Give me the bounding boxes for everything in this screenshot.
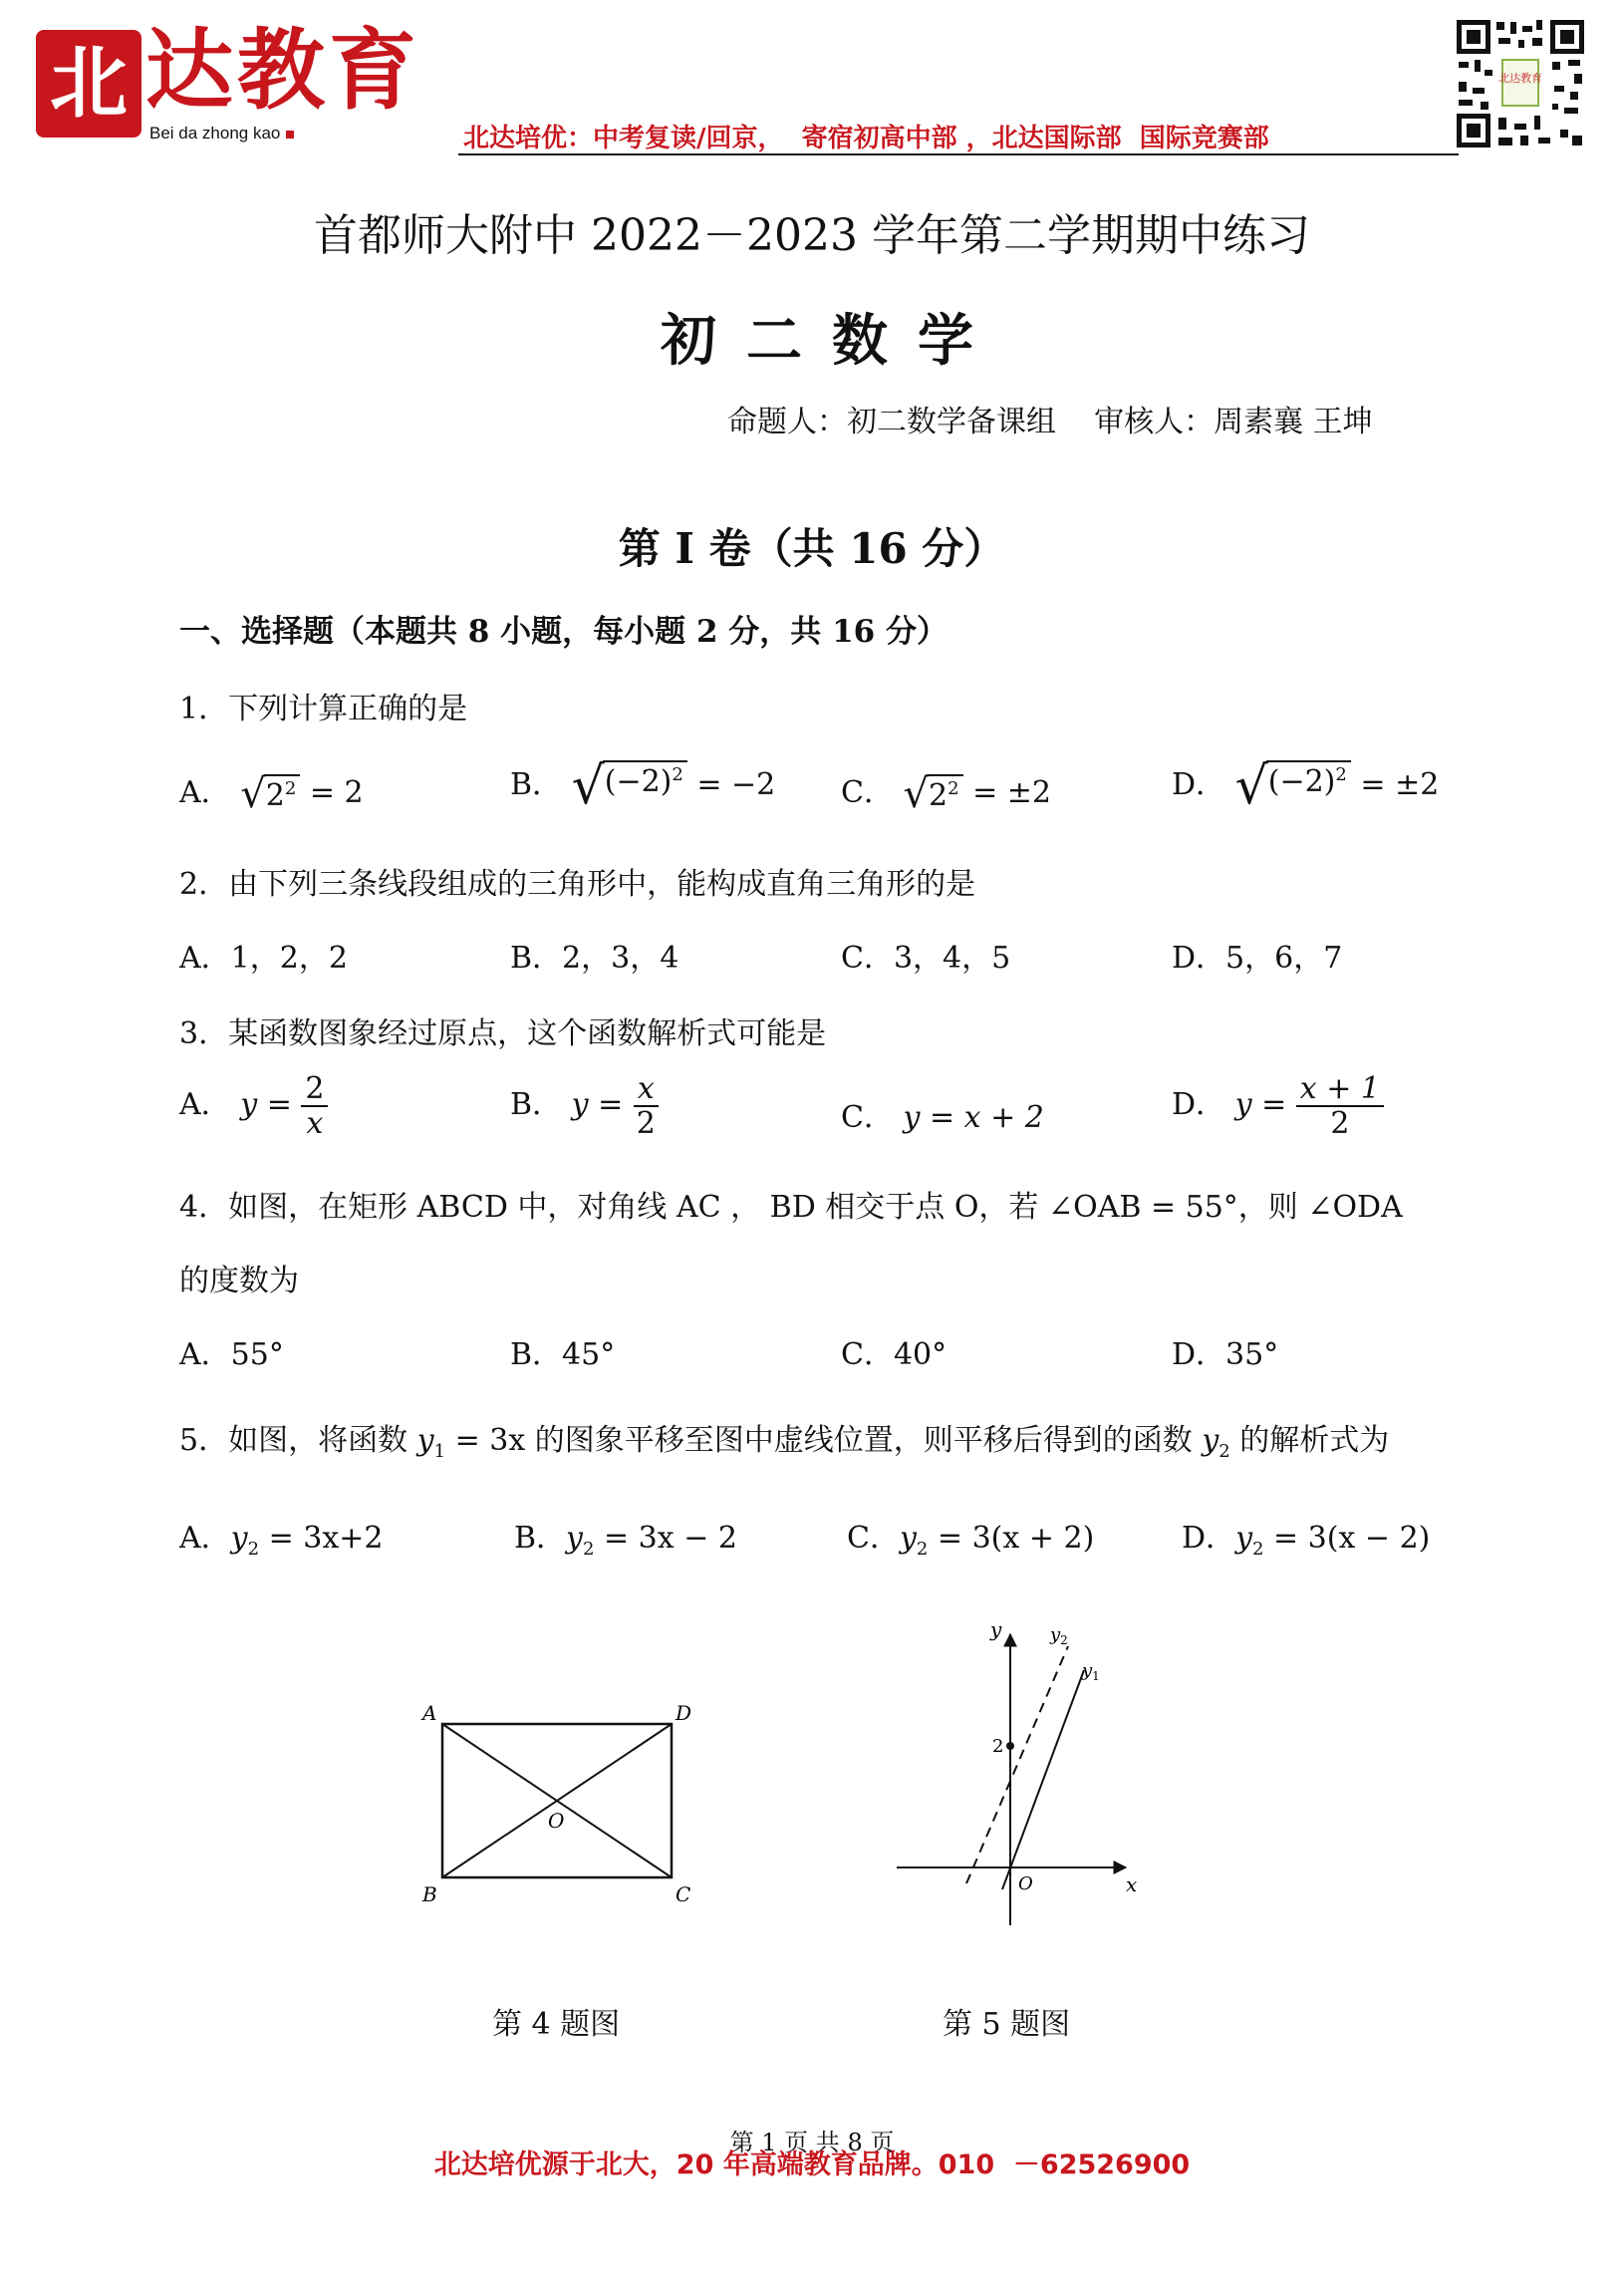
rhs: = 2 <box>309 775 364 810</box>
sqrt-expr: √ $2^2$ <box>240 774 300 814</box>
option-label: B． <box>514 1521 567 1556</box>
var-y: y <box>1235 1521 1253 1556</box>
rhs: = ±2 <box>972 775 1052 810</box>
subscript: 1 <box>433 1441 446 1462</box>
fraction <box>1296 1072 1384 1140</box>
option-label: D． <box>1172 767 1226 802</box>
point-0-2 <box>1006 1742 1014 1750</box>
subscript: 2 <box>916 1539 929 1560</box>
label-y1-sub: 1 <box>1092 1669 1100 1683</box>
label-y1-var: y <box>1082 1660 1093 1681</box>
label-y2-var: y <box>1050 1624 1061 1645</box>
rhs: = 3(x − 2) <box>1263 1521 1431 1556</box>
q5-option-a <box>179 1513 384 1560</box>
rhs: = ±2 <box>1360 767 1440 802</box>
qr-code-icon <box>1453 16 1588 151</box>
denominator: x <box>306 1106 324 1141</box>
option-label: D． <box>1182 1521 1236 1556</box>
radicand: 2 <box>929 778 948 813</box>
sqrt-expr: √ $(-2)^2$ <box>572 760 687 812</box>
q4-option-b: B．45° <box>510 1337 616 1372</box>
stem-text: 的解析式为 <box>1229 1423 1390 1458</box>
rhs: = 3x − 2 <box>594 1521 737 1556</box>
exponent: 2 <box>1335 764 1347 785</box>
option-label: A． <box>179 775 231 810</box>
q1-option-b <box>510 756 776 816</box>
var-y: y <box>1202 1423 1219 1458</box>
q1-stem: 1．下列计算正确的是 <box>179 692 468 726</box>
stem-text: 5．如图，将函数 <box>179 1423 417 1458</box>
subject-title: 初二数学 <box>661 308 1003 374</box>
rhs: = 3x+2 <box>259 1521 384 1556</box>
logo-badge <box>36 30 141 138</box>
radicand: (−2) <box>604 764 673 799</box>
label-y2-sub: 2 <box>1060 1633 1068 1647</box>
qr-label: 北达教育 <box>1498 72 1542 85</box>
q2-option-a: A．1，2，2 <box>179 941 348 976</box>
fraction <box>633 1072 660 1140</box>
q5-option-c <box>847 1513 1094 1560</box>
q2-option-c: C．3，4，5 <box>841 941 1011 976</box>
rhs: = −2 <box>696 767 776 802</box>
subscript: 2 <box>1252 1539 1264 1560</box>
header-rule <box>458 153 1459 155</box>
label-x-axis: x <box>1126 1872 1138 1896</box>
label-origin: O <box>1018 1873 1033 1894</box>
label-y-axis: y <box>990 1617 1002 1641</box>
logo-pinyin-text: Bei da zhong kao <box>149 124 281 143</box>
q4-option-d: D．35° <box>1172 1337 1279 1372</box>
figure-5-graph <box>877 1614 1176 1933</box>
logo-char: 北 <box>49 39 128 129</box>
q2-option-b: B．2，3，4 <box>510 941 679 976</box>
sqrt-expr: √ $(-2)^2$ <box>1235 760 1351 812</box>
var-y: y <box>416 1423 434 1458</box>
subscript: 2 <box>1218 1441 1230 1462</box>
expression: y = x + 2 <box>903 1100 1044 1135</box>
rhs: = 3(x + 2) <box>928 1521 1095 1556</box>
numerator: 2 <box>301 1072 328 1107</box>
q1-option-c <box>841 767 1052 817</box>
denominator: 2 <box>636 1106 656 1141</box>
exponent: 2 <box>284 778 297 799</box>
var-y: y <box>230 1521 248 1556</box>
exponent: 2 <box>947 778 959 799</box>
var-y: y <box>899 1521 917 1556</box>
setter-line: 命题人：初二数学备课组 审核人：周素襄 王坤 <box>727 405 1373 439</box>
lhs: y = <box>1234 1087 1287 1122</box>
q4-option-c: C．40° <box>841 1337 947 1372</box>
figure-5-caption: 第 5 题图 <box>943 2007 1071 2042</box>
q3-stem: 3．某函数图象经过原点，这个函数解析式可能是 <box>179 1016 827 1051</box>
q1-option-d <box>1172 756 1440 816</box>
option-label: A． <box>179 1087 231 1122</box>
label-o: O <box>548 1809 565 1833</box>
radicand: (−2) <box>1267 764 1336 799</box>
option-label: C． <box>841 775 894 810</box>
footer-ad: 北达培优源于北大，20 年高端教育品牌。010 －62526900 <box>433 2150 1191 2180</box>
section-title: 第 I 卷（共 16 分） <box>618 524 1006 573</box>
label-c: C <box>676 1882 691 1906</box>
figure-4-caption: 第 4 题图 <box>492 2007 621 2042</box>
part-heading: 一、选择题（本题共 8 小题，每小题 2 分，共 16 分） <box>179 614 948 650</box>
q1-option-a <box>179 767 364 817</box>
exponent: 2 <box>672 764 683 785</box>
q4-stem-line2: 的度数为 <box>179 1264 299 1298</box>
q5-option-b <box>514 1513 737 1560</box>
logo-pinyin <box>149 124 294 143</box>
sqrt-expr: √ $2^2$ <box>904 774 963 814</box>
q3-option-a <box>179 1072 328 1140</box>
fraction <box>301 1072 328 1140</box>
header-slogan: 北达培优：中考复读/回京， 寄宿初高中部 ，北达国际部 国际竞赛部 <box>463 124 1269 153</box>
q2-option-d: D．5，6，7 <box>1172 941 1343 976</box>
option-label: A． <box>179 1521 231 1556</box>
label-y2 <box>1049 1624 1068 1647</box>
exam-title: 首都师大附中 2022－2023 学年第二学期期中练习 <box>314 210 1310 261</box>
option-label: B． <box>510 767 563 802</box>
numerator: x <box>634 1072 659 1107</box>
logo-name: 达教育 <box>145 18 421 122</box>
option-label: B． <box>510 1087 563 1122</box>
q4-option-a: A．55° <box>179 1337 284 1372</box>
q3-option-b <box>510 1072 660 1140</box>
label-b: B <box>422 1882 437 1906</box>
q5-stem <box>179 1415 1389 1462</box>
q3-option-d <box>1172 1072 1384 1140</box>
page-number: 第 1 页 共 8 页 <box>729 2129 895 2156</box>
label-y1 <box>1081 1660 1100 1683</box>
option-label: D． <box>1172 1087 1226 1122</box>
q2-stem: 2．由下列三条线段组成的三角形中，能构成直角三角形的是 <box>179 867 976 902</box>
q5-option-d <box>1182 1513 1430 1560</box>
label-d: D <box>676 1701 692 1725</box>
lhs: y = <box>571 1087 624 1122</box>
tick-2: 2 <box>992 1736 1004 1757</box>
denominator: 2 <box>1330 1106 1350 1141</box>
option-label: C． <box>841 1100 894 1135</box>
var-y: y <box>566 1521 583 1556</box>
logo-square-icon <box>286 131 294 139</box>
q4-stem-line1: 4．如图，在矩形 ABCD 中，对角线 AC ， BD 相交于点 O，若 ∠OAB = 55°，则 ∠ODA <box>179 1190 1403 1225</box>
label-a: A <box>422 1701 437 1725</box>
numerator: x + 1 <box>1296 1072 1384 1107</box>
subscript: 2 <box>583 1539 595 1560</box>
stem-text: = 3x 的图象平移至图中虚线位置，则平移后得到的函数 <box>445 1423 1203 1458</box>
q3-option-c <box>841 1092 1044 1136</box>
subscript: 2 <box>247 1539 260 1560</box>
radicand: 2 <box>265 778 285 813</box>
figure-4-rectangle <box>408 1694 717 1923</box>
option-label: C． <box>847 1521 900 1556</box>
lhs: y = <box>240 1087 292 1122</box>
